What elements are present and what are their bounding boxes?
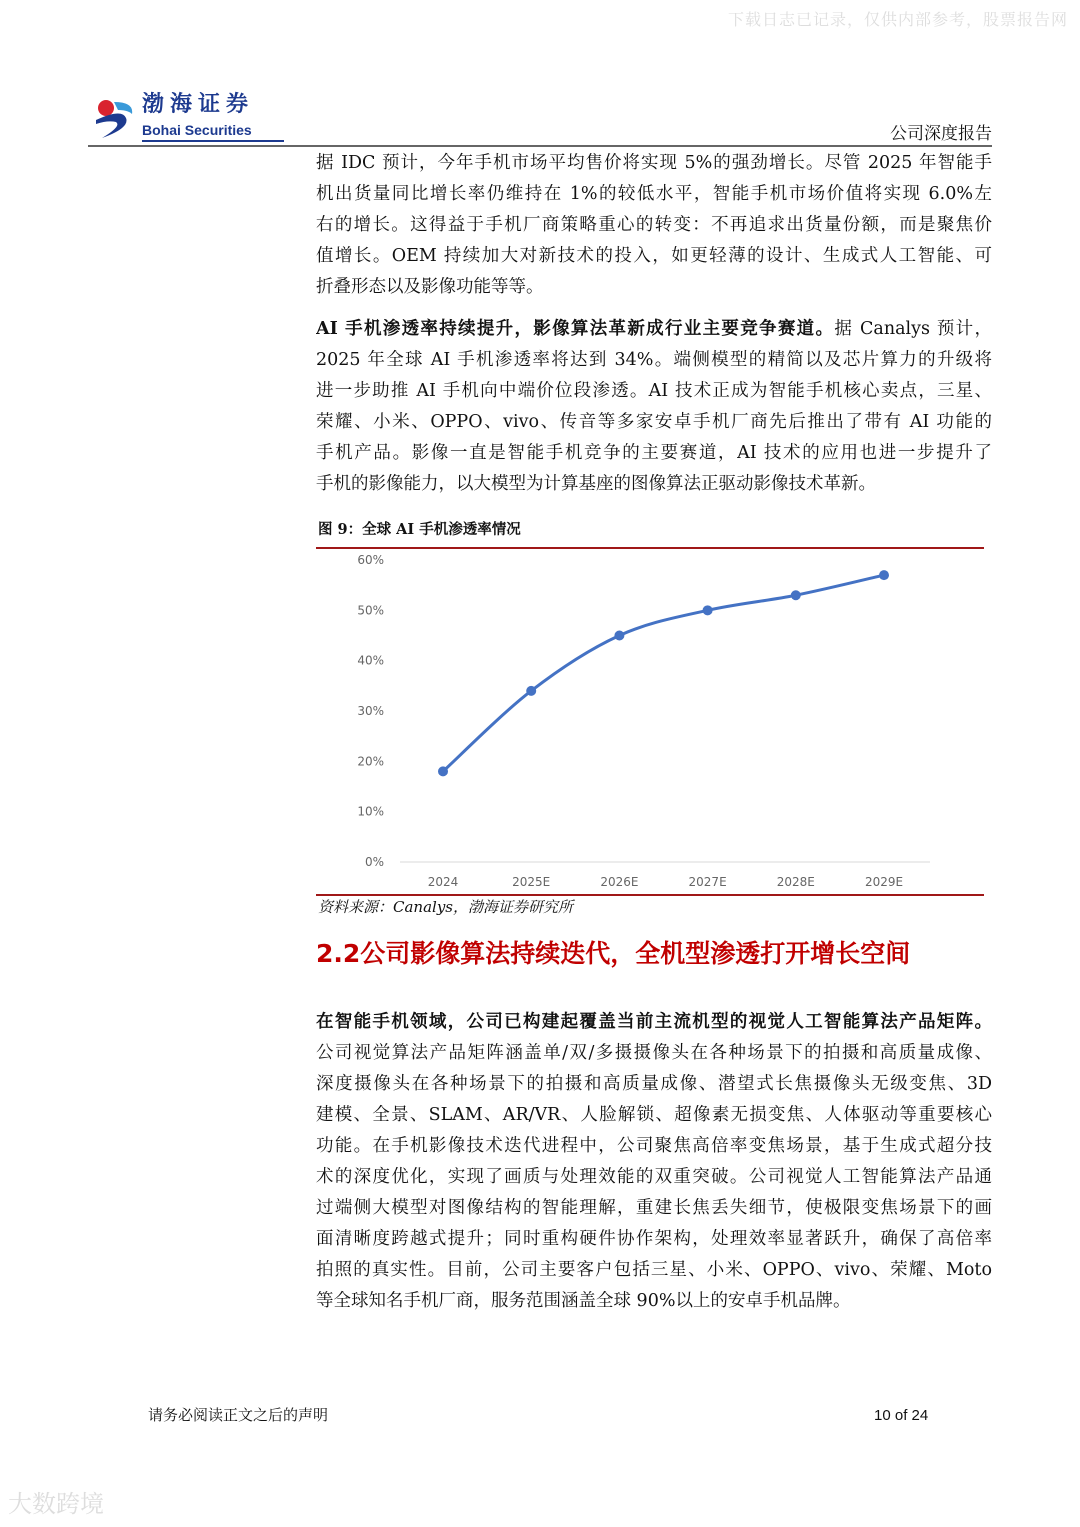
data-point — [526, 686, 536, 696]
figure-bottom-rule — [316, 894, 984, 896]
footer-disclaimer: 请务必阅读正文之后的声明 — [148, 1406, 329, 1424]
text-line: 深度摄像头在各种场景下的拍摄和高质量成像、潜望式长焦摄像头无级变焦、3D — [316, 1074, 992, 1094]
x-tick-label: 2029E — [864, 875, 904, 889]
y-tick-label: 60% — [357, 553, 384, 567]
data-point — [791, 590, 801, 600]
section-heading: 2.2公司影像算法持续迭代，全机型渗透打开增长空间 — [316, 939, 911, 968]
text-line: 公司视觉算法产品矩阵涵盖单/双/多摄摄像头在各种场景下的拍摄和高质量成像、 — [316, 1043, 992, 1063]
text-line: 机出货量同比增长率仍维持在 1%的较低水平，智能手机市场价值将实现 6.0%左 — [316, 184, 992, 204]
text-line: 右的增长。这得益于手机厂商策略重心的转变：不再追求出货量份额，而是聚焦价 — [316, 215, 992, 235]
text-line: 功能。在手机影像技术迭代进程中，公司聚焦高倍率变焦场景，基于生成式超分技 — [316, 1136, 992, 1156]
text-line: 建模、全景、SLAM、AR/VR、人脸解锁、超像素无损变焦、人体驱动等重要核心 — [316, 1105, 992, 1125]
data-point — [879, 570, 889, 580]
y-tick-label: 0% — [364, 855, 384, 869]
x-tick-label: 2028E — [776, 875, 815, 889]
text-line: 手机产品。影像一直是智能手机竞争的主要赛道，AI 技术的应用也进一步提升了 — [316, 443, 992, 463]
text-line: 在智能手机领域，公司已构建起覆盖当前主流机型的视觉人工智能算法产品矩阵。 — [316, 1012, 992, 1032]
text-line: 拍照的真实性。目前，公司主要客户包括三星、小米、OPPO、vivo、荣耀、Moto — [316, 1260, 992, 1280]
text-line: 过端侧大模型对图像结构的智能理解，重建长焦丢失细节，使极限变焦场景下的画 — [316, 1198, 992, 1218]
series-line — [443, 575, 884, 771]
logo-english: Bohai Securities — [142, 122, 252, 138]
text-line: 2025 年全球 AI 手机渗透率将达到 34%。端侧模型的精简以及芯片算力的升级将 — [316, 350, 992, 370]
text-line: 值增长。OEM 持续加大对新技术的投入，如更轻薄的设计、生成式人工智能、可 — [316, 246, 992, 266]
header-divider — [88, 145, 992, 147]
x-tick-label: 2027E — [688, 875, 727, 889]
figure-title: 图 9：全球 AI 手机渗透率情况 — [318, 521, 521, 538]
figure-top-rule — [316, 547, 984, 549]
y-tick-label: 50% — [357, 603, 384, 618]
y-tick-label: 40% — [357, 653, 384, 668]
download-watermark: 下载日志已记录，仅供内部参考，股票报告网 — [727, 10, 1068, 29]
x-tick-label: 2026E — [600, 875, 639, 889]
page-number: 10 of 24 — [874, 1407, 929, 1424]
y-tick-label: 30% — [357, 704, 384, 718]
logo-chinese: 渤海证券 — [142, 92, 255, 117]
text-line: 术的深度优化，实现了画质与处理效能的双重突破。公司视觉人工智能算法产品通 — [316, 1167, 992, 1187]
paragraph-company-products — [316, 1007, 992, 1317]
text-line: 据 IDC 预计，今年手机市场平均售价将实现 5%的强劲增长。尽管 2025 年智能手 — [316, 153, 992, 173]
text-line: 手机的影像能力，以大模型为计算基座的图像算法正驱动影像技术革新。 — [316, 474, 876, 494]
ai-penetration-line-chart — [316, 550, 984, 894]
y-tick-label: 10% — [357, 804, 384, 819]
lead-rest: 据 Canalys 预计， — [834, 319, 992, 339]
x-tick-label: 2025E — [512, 875, 551, 889]
data-point — [703, 605, 713, 615]
paragraph-ai-penetration — [316, 314, 992, 500]
text-line: 进一步助推 AI 手机向中端价位段渗透。AI 技术正成为智能手机核心卖点，三星、 — [316, 381, 992, 401]
data-point — [438, 766, 448, 776]
text-line: 荣耀、小米、OPPO、vivo、传音等多家安卓手机厂商先后推出了带有 AI 功能的 — [316, 412, 992, 432]
text-line: 面清晰度跨越式提升；同时重构硬件协作架构，处理效率显著跃升，确保了高倍率 — [316, 1229, 992, 1249]
bold-lead: AI 手机渗透率持续提升，影像算法革新成行业主要竞争赛道。 — [316, 319, 835, 339]
platform-watermark: 大数跨境 — [8, 1490, 104, 1518]
text-line: 折叠形态以及影像功能等等。 — [316, 277, 544, 297]
text-line: 等全球知名手机厂商，服务范围涵盖全球 90%以上的安卓手机品牌。 — [316, 1291, 851, 1311]
data-point — [614, 631, 624, 641]
y-tick-label: 20% — [357, 754, 384, 769]
paragraph-market-outlook — [316, 148, 992, 303]
report-type: 公司深度报告 — [890, 124, 992, 144]
x-tick-label: 2024 — [427, 875, 459, 889]
bohai-logo-icon — [92, 98, 138, 140]
figure-source: 资料来源：Canalys，渤海证券研究所 — [318, 898, 573, 916]
text-line — [316, 314, 992, 345]
logo-underline — [142, 140, 284, 142]
